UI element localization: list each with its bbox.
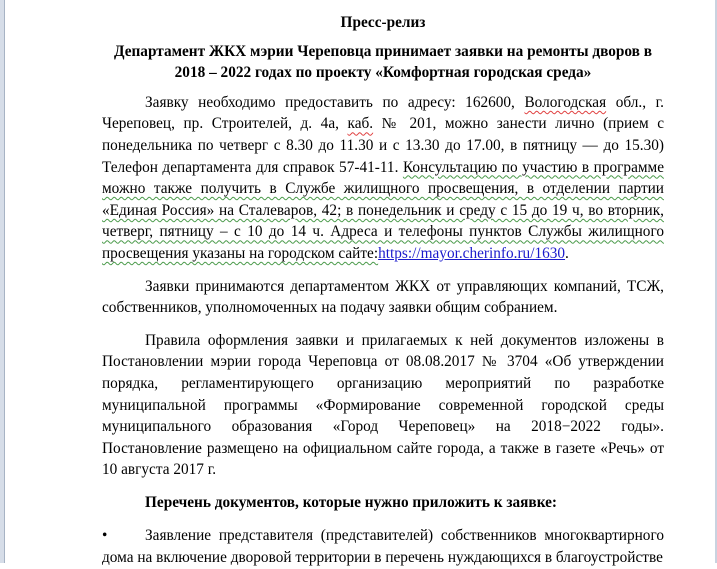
bullet-icon: • xyxy=(102,527,108,545)
grammar-flag-consultation: Консультацию по участию в программе можно также получить в Службе жилищного просвещения, в отделении партии «Единая Россия» на Сталеваров, 42; в понедельник и среду с 15 до 19 ч, во вторник, четверг, пятницу – с 10 до 14 ч. Адреса и телефоны пунктов Службы жилищного просвещения указаны на городском сайте: xyxy=(102,158,665,262)
paragraph-address xyxy=(102,92,664,265)
mayor-site-link[interactable]: https://mayor.cherinfo.ru/1630 xyxy=(378,244,566,262)
paragraph-rules: Правила оформления заявки и прилагаемых к ней документов изложены в Постановлении мэрии города Череповца от 08.08.2017 № 3704 «Об утверждении порядка, регламентирующего организацию мероприятий по разработке муниципальной программы «Формирование современной городской среды муниципального образования «Город Череповец» на 2018−2022 годы». Постановление размещено на официальном сайте города, а также в газете «Речь» от 10 августа 2017 г. xyxy=(102,331,664,479)
para1-text-3: обл., г. Череповец, пр. Строителей, д. 4а, xyxy=(102,93,664,133)
list-item xyxy=(102,525,664,568)
document-page xyxy=(102,0,664,569)
para1-text-1: Заявку необходимо предоставить по адресу: 162600, xyxy=(145,93,525,111)
para1-text-5: № 201, можно занести лично (прием с понедельника по четверг с 8.30 до 11.30 и с 13.30 до 17.00, в пятницу — до 15.30) Телефон департамента для справок 57-41-11. xyxy=(102,115,664,176)
window-frame-left xyxy=(0,0,5,563)
documents-list-heading: Перечень документов, которые нужно приложить к заявке: xyxy=(145,493,558,511)
document-subtitle: Департамент ЖКХ мэрии Череповца принимает заявки на ремонты дворов в 2018 – 2022 годах по проекту «Комфортная городская среда» xyxy=(113,42,653,82)
list-item-text: Заявление представителя (представителей) собственников многоквартирного дома на включение дворовой территории в перечень нуждающихся в благоустройстве xyxy=(102,527,664,567)
document-title: Пресс-релиз xyxy=(340,14,426,31)
paragraph-applicants: Заявки принимаются департаментом ЖКХ от управляющих компаний, ТСЖ, собственников, уполномоченных на подачу заявки общим собранием. xyxy=(102,277,664,317)
spelling-flag-vologodskaya: Вологодская xyxy=(524,93,607,111)
spelling-flag-kab: каб. xyxy=(347,115,374,133)
para1-text-7: . xyxy=(565,244,569,262)
